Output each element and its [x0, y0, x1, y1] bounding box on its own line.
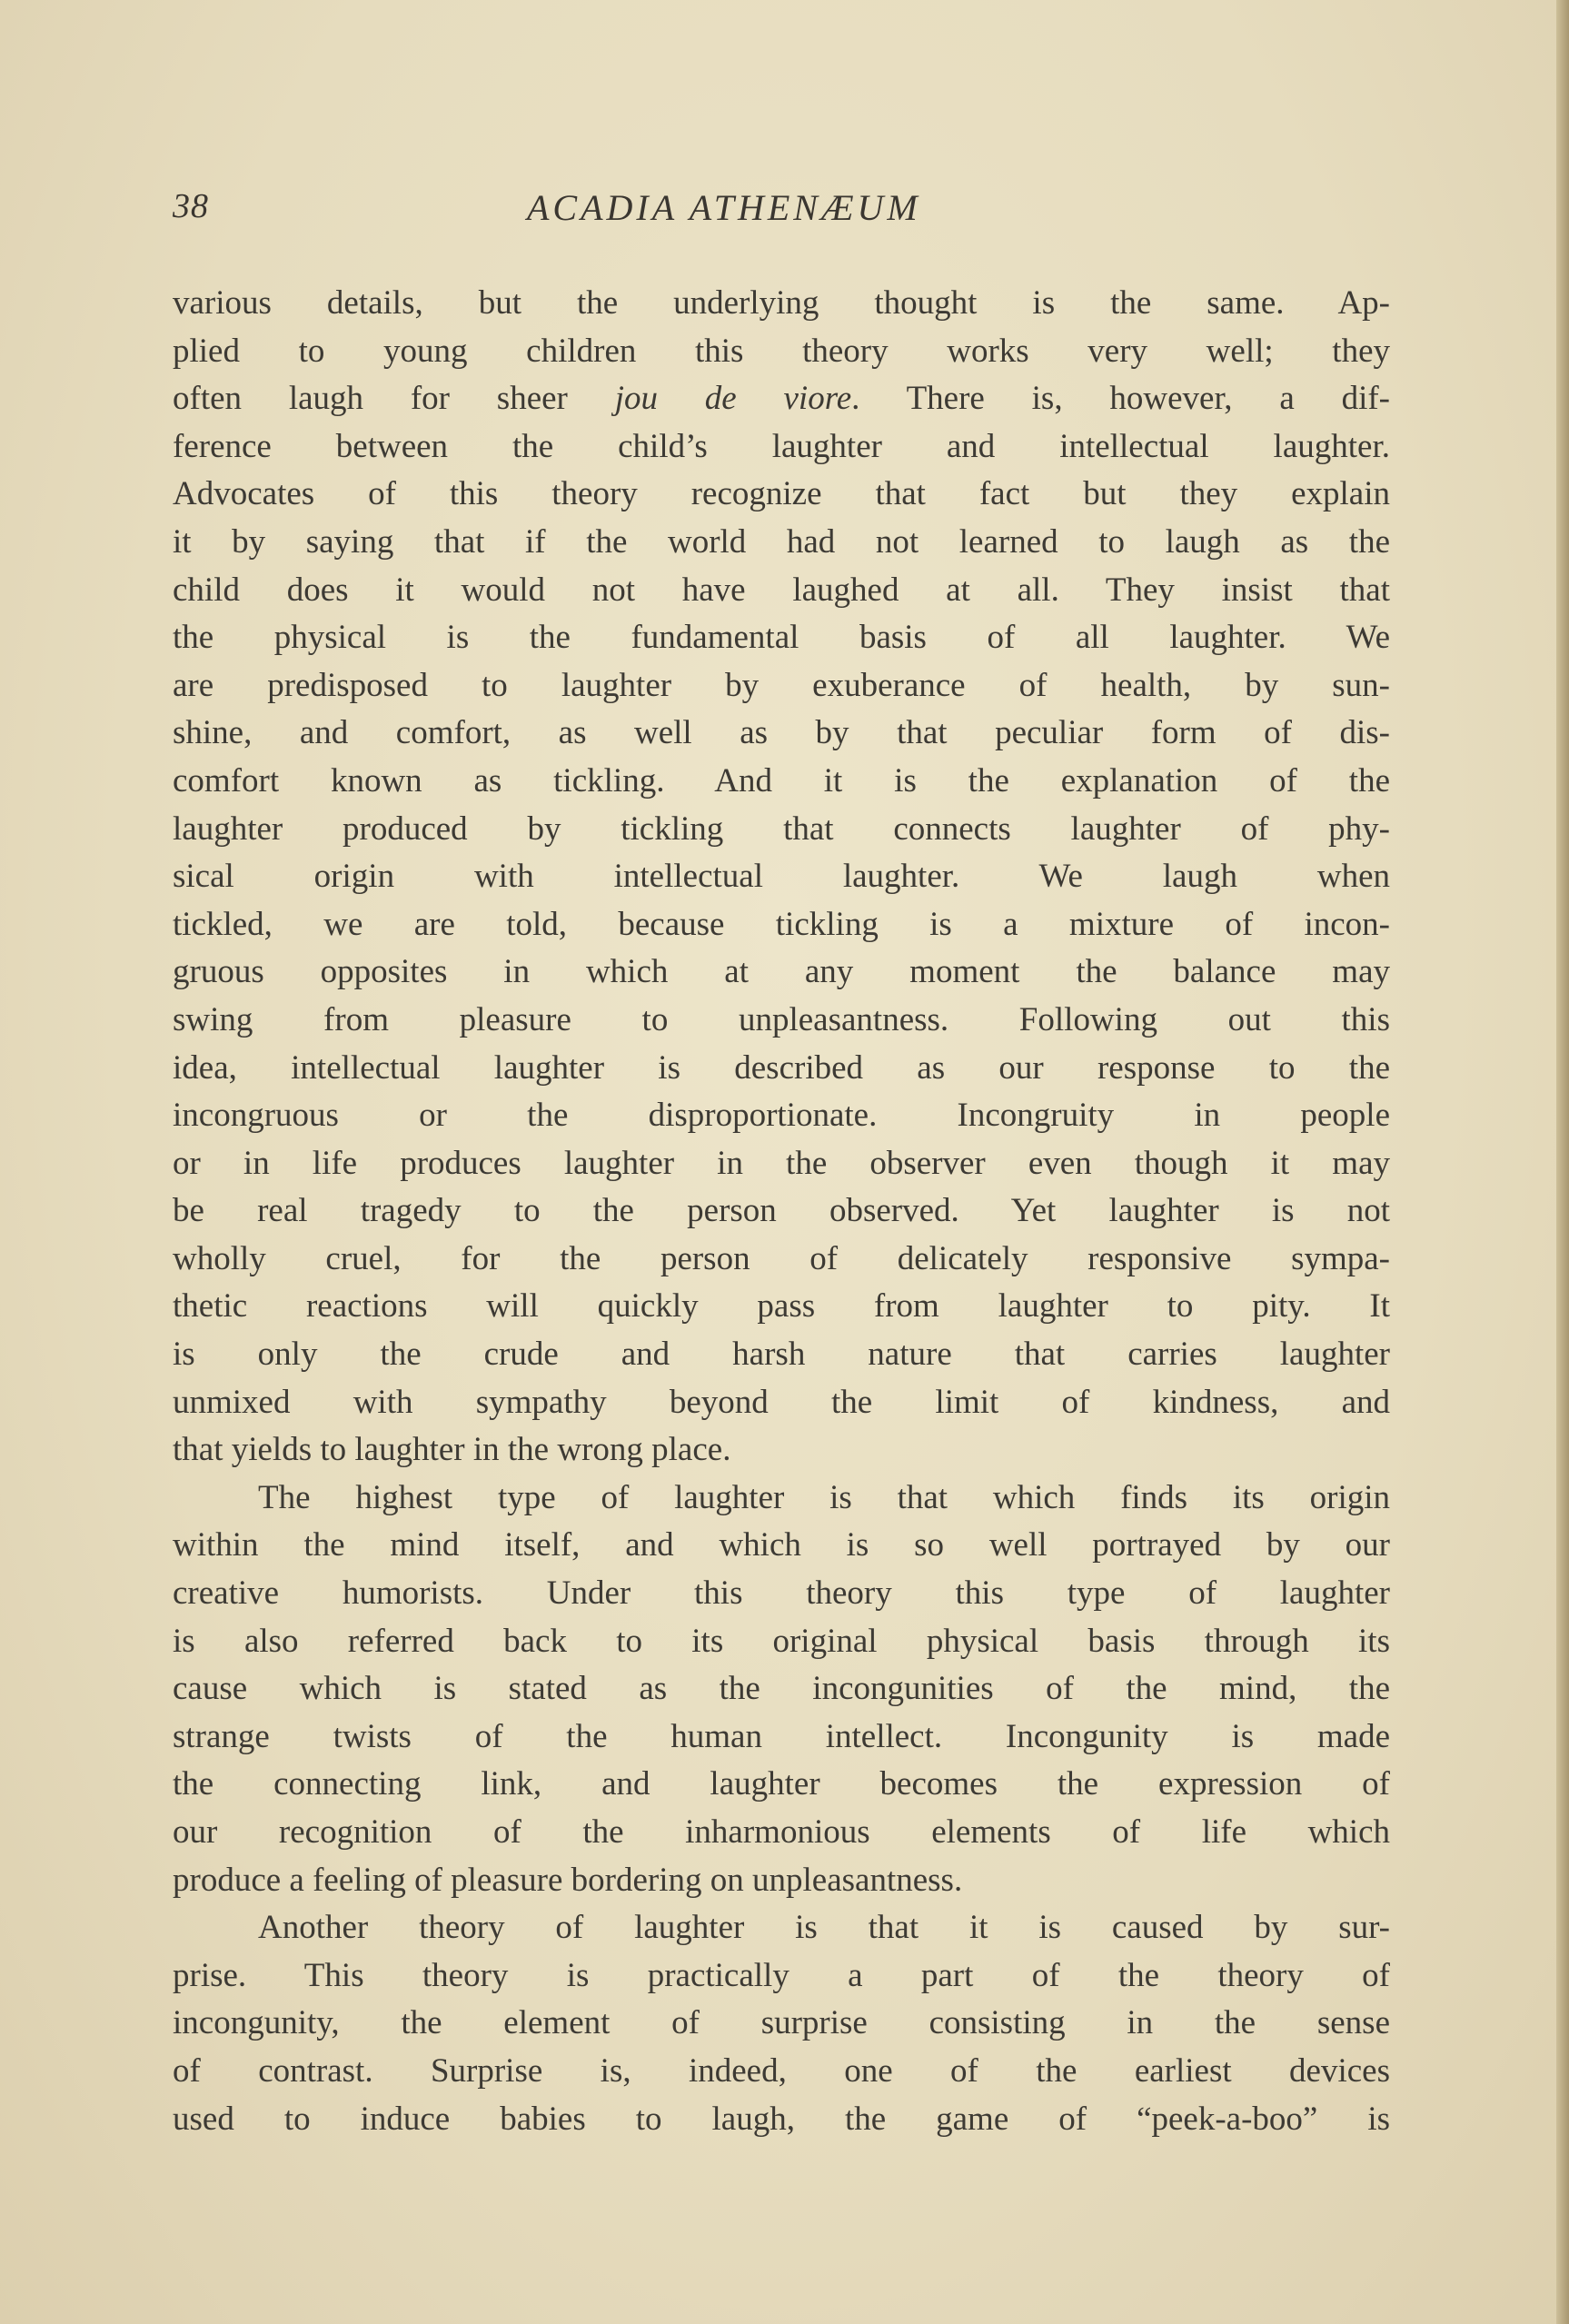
text-line: strange twists of the human intellect. Incongunity is made	[173, 1717, 1390, 1755]
text-line: that yields to laughter in the wrong place.	[173, 1431, 731, 1469]
text-line: our recognition of the inharmonious elements of life which	[173, 1813, 1390, 1851]
text-line: incongunity, the element of surprise consisting in the sense	[173, 2004, 1390, 2042]
text-line: swing from pleasure to unpleasantness. Following out this	[173, 1000, 1390, 1038]
page-number: 38	[173, 187, 209, 225]
body-text	[173, 280, 1390, 2143]
text-line: within the mind itself, and which is so well portrayed by our	[173, 1526, 1390, 1564]
text-line: various details, but the underlying thought is the same. Ap-	[173, 284, 1390, 322]
text-line: be real tragedy to the person observed. Yet laughter is not	[173, 1192, 1390, 1230]
text-line: is only the crude and harsh nature that carries laughter	[173, 1336, 1390, 1374]
text-line: idea, intellectual laughter is described as our response to the	[173, 1048, 1390, 1087]
text-line: are predisposed to laughter by exuberance of health, by sun-	[173, 666, 1390, 704]
text-line: produce a feeling of pleasure bordering on unpleasantness.	[173, 1861, 963, 1899]
text-line: The highest type of laughter is that which finds its origin	[258, 1478, 1390, 1516]
text-line: it by saying that if the world had not learned to laugh as the	[173, 522, 1390, 561]
text-line: of contrast. Surprise is, indeed, one of the earliest devices	[173, 2051, 1390, 2090]
page-edge	[1556, 0, 1569, 2324]
running-header	[173, 186, 1390, 232]
italic-phrase: jou de viore	[614, 380, 852, 418]
text-line: shine, and comfort, as well as by that peculiar form of dis-	[173, 714, 1390, 752]
text-line: creative humorists. Under this theory this type of laughter	[173, 1574, 1390, 1613]
running-title: ACADIA ATHENÆUM	[527, 187, 921, 228]
text-line: laughter produced by tickling that connects laughter of phy-	[173, 809, 1390, 848]
text-line: used to induce babies to laugh, the game of “peek-a-boo” is	[173, 2100, 1390, 2138]
text-line: or in life produces laughter in the observer even though it may	[173, 1144, 1390, 1182]
text-line: incongruous or the disproportionate. Incongruity in people	[173, 1097, 1390, 1135]
paragraph-2	[173, 1475, 1390, 1904]
paragraph-1	[173, 280, 1390, 1475]
text-line: prise. This theory is practically a part of the theory of	[173, 1956, 1390, 1994]
text-line: child does it would not have laughed at all. They insist that	[173, 571, 1390, 609]
text-line: thetic reactions will quickly pass from laughter to pity. It	[173, 1287, 1390, 1326]
text-line: cause which is stated as the incongunities of the mind, the	[173, 1670, 1390, 1708]
text-line: tickled, we are told, because tickling is a mixture of incon-	[173, 905, 1390, 943]
paragraph-3	[173, 1904, 1390, 2143]
text-line: comfort known as tickling. And it is the explanation of the	[173, 761, 1390, 799]
text-line: plied to young children this theory works very well; they	[173, 332, 1390, 370]
text-line: wholly cruel, for the person of delicately responsive sympa-	[173, 1239, 1390, 1277]
text-line: is also referred back to its original physical basis through its	[173, 1622, 1390, 1660]
text-line: Another theory of laughter is that it is caused by sur-	[258, 1909, 1390, 1947]
text-line: gruous opposites in which at any moment the balance may	[173, 953, 1390, 991]
text-line: sical origin with intellectual laughter. We laugh when	[173, 858, 1390, 896]
text-line: ference between the child’s laughter and intellectual laughter.	[173, 427, 1390, 465]
text-line: the connecting link, and laughter becomes the expression of	[173, 1765, 1390, 1803]
text-line: unmixed with sympathy beyond the limit of kindness, and	[173, 1383, 1390, 1421]
text-line: the physical is the fundamental basis of all laughter. We	[173, 619, 1390, 657]
text-line: Advocates of this theory recognize that fact but they explain	[173, 475, 1390, 513]
text-line: often laugh for sheer jou de viore. There is, however, a dif-	[173, 380, 1390, 418]
